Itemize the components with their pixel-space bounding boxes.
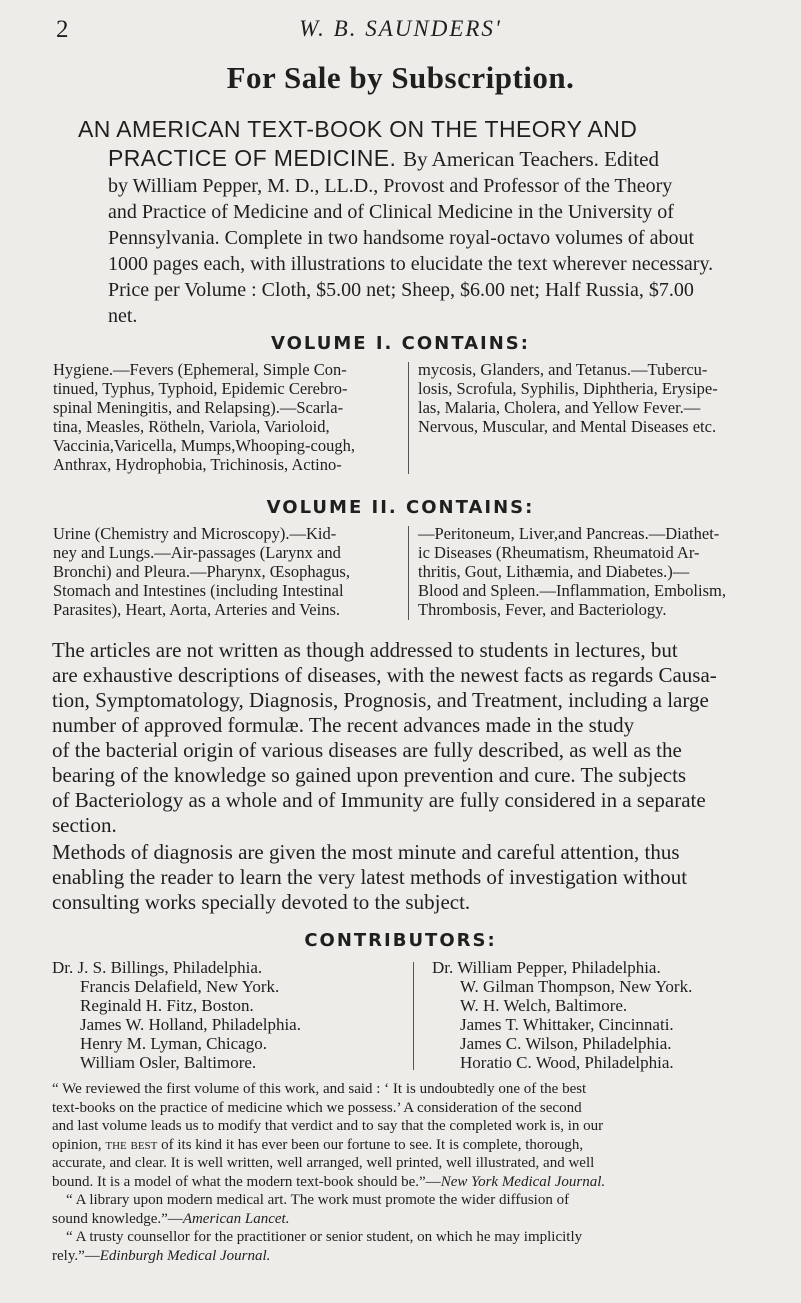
paragraph-line: number of approved formulæ. The recent advances made in the study — [52, 713, 635, 737]
contents-line: —Peritoneum, Liver,and Pancreas.—Diathet- — [418, 524, 720, 543]
review-text: sound knowledge.”— — [52, 1210, 183, 1227]
paragraph-line: of the bacterial origin of various diseases are fully described, as well as the — [52, 738, 682, 762]
contents-line: mycosis, Glanders, and Tetanus.—Tubercu- — [418, 360, 708, 379]
description-paragraph-2 — [52, 840, 772, 915]
volume-2-left-column — [53, 524, 398, 619]
book-description-line: Pennsylvania. Complete in two handsome royal-octavo volumes of about — [108, 227, 694, 249]
contents-line: ney and Lungs.—Air-passages (Larynx and — [53, 543, 341, 562]
book-title-caps: PRACTICE OF MEDICINE. — [108, 145, 397, 171]
book-description-line: net. — [108, 305, 138, 327]
review-line: “ A trusty counsellor for the practitioner or senior student, on which he may implicitly — [66, 1229, 583, 1245]
contributors-right-column — [432, 958, 692, 1072]
paragraph-line: bearing of the knowledge so gained upon prevention and cure. The subjects — [52, 763, 687, 787]
review-text: rely.”— — [52, 1247, 100, 1264]
contents-line: Urine (Chemistry and Microscopy).—Kid- — [53, 524, 337, 543]
review-source: New York Medical Journal. — [440, 1173, 606, 1190]
contributor-name: W. H. Welch, Baltimore. — [460, 996, 628, 1015]
review-line: “ A library upon modern medical art. The work must promote the wider diffusion of — [66, 1192, 570, 1208]
contents-line: tina, Measles, Rötheln, Variola, Varioloid, — [53, 417, 330, 436]
contents-line: Hygiene.—Fevers (Ephemeral, Simple Con- — [53, 360, 347, 379]
contents-line: ic Diseases (Rheumatism, Rheumatoid Ar- — [418, 543, 700, 562]
press-reviews — [52, 1080, 774, 1265]
contributor-name: Dr. William Pepper, Philadelphia. — [432, 958, 661, 977]
contents-line: thritis, Gout, Lithæmia, and Diabetes.)— — [418, 562, 690, 581]
contents-line: Thrombosis, Fever, and Bacteriology. — [418, 600, 667, 619]
paragraph-line: tion, Symptomatology, Diagnosis, Prognosis, and Treatment, including a large — [52, 688, 709, 712]
contributor-name: William Osler, Baltimore. — [80, 1053, 257, 1072]
review-line: “ We reviewed the first volume of this work, and said : ‘ It is undoubtedly one of the best — [52, 1081, 587, 1097]
contributor-name: James T. Whittaker, Cincinnati. — [460, 1015, 674, 1034]
column-divider — [408, 362, 409, 474]
book-editor-intro: By American Teachers. Edited — [403, 147, 659, 171]
contents-line: Stomach and Intestines (including Intestinal — [53, 581, 344, 600]
running-head — [0, 16, 801, 46]
book-title-line-1: AN AMERICAN TEXT-BOOK ON THE THEORY AND — [78, 116, 638, 142]
review-text: of its kind it has ever been our fortune to see. It is complete, thorough, — [157, 1136, 584, 1153]
paragraph-line: Methods of diagnosis are given the most minute and careful attention, thus — [52, 840, 680, 864]
section-title: For Sale by Subscription. — [226, 60, 575, 95]
review-source: American Lancet. — [182, 1210, 290, 1227]
column-divider — [408, 526, 409, 620]
review-line: accurate, and clear. It is well written, well arranged, well printed, well illustrated, and well — [52, 1155, 595, 1171]
paragraph-line: of Bacteriology as a whole and of Immunity are fully considered in a separate — [52, 788, 706, 812]
page-number: 2 — [56, 16, 69, 43]
contributor-name: Horatio C. Wood, Philadelphia. — [460, 1053, 674, 1072]
contents-line: Bronchi) and Pleura.—Pharynx, Œsophagus, — [53, 562, 350, 581]
review-line — [52, 1173, 774, 1192]
book-title-line-2 — [108, 145, 798, 173]
volume-2-contents — [53, 524, 773, 624]
paragraph-line: section. — [52, 813, 117, 837]
review-emphasis: the best — [105, 1136, 158, 1153]
column-divider — [413, 962, 414, 1070]
contributor-name: W. Gilman Thompson, New York. — [460, 977, 693, 996]
book-description-line: 1000 pages each, with illustrations to elucidate the text wherever necessary. — [108, 253, 714, 275]
contents-line: losis, Scrofula, Syphilis, Diphtheria, Erysipe- — [418, 379, 718, 398]
book-description-line: Price per Volume : Cloth, $5.00 net; Sheep, $6.00 net; Half Russia, $7.00 — [108, 279, 694, 301]
paragraph-line: The articles are not written as though addressed to students in lectures, but — [52, 638, 678, 662]
book-title — [78, 116, 768, 143]
contributor-name: James C. Wilson, Philadelphia. — [460, 1034, 672, 1053]
contributors-heading: CONTRIBUTORS: — [304, 930, 497, 951]
paragraph-line: enabling the reader to learn the very latest methods of investigation without — [52, 865, 688, 889]
review-line — [52, 1210, 774, 1229]
volume-1-heading: VOLUME I. CONTAINS: — [271, 333, 530, 354]
review-text: opinion, — [52, 1136, 106, 1153]
contents-line: spinal Meningitis, and Relapsing).—Scarla- — [53, 398, 344, 417]
paragraph-line: consulting works specially devoted to the subject. — [52, 890, 471, 914]
volume-2-heading: VOLUME II. CONTAINS: — [266, 497, 535, 518]
contributor-name: Francis Delafield, New York. — [80, 977, 280, 996]
review-source: Edinburgh Medical Journal. — [99, 1247, 271, 1264]
contents-line: Blood and Spleen.—Inflammation, Embolism, — [418, 581, 726, 600]
review-line — [52, 1136, 774, 1155]
contents-line: las, Malaria, Cholera, and Yellow Fever.— — [418, 398, 701, 417]
contributor-name: James W. Holland, Philadelphia. — [80, 1015, 301, 1034]
review-line: and last volume leads us to modify that verdict and to say that the completed work is, in our — [52, 1118, 604, 1134]
contributor-name: Reginald H. Fitz, Boston. — [80, 996, 254, 1015]
contents-line: Nervous, Muscular, and Mental Diseases etc. — [418, 417, 717, 436]
contributor-name: Dr. J. S. Billings, Philadelphia. — [52, 958, 263, 977]
contents-line: Parasites), Heart, Aorta, Arteries and Veins. — [53, 600, 340, 619]
volume-2-right-column — [418, 524, 778, 619]
volume-1-left-column — [53, 360, 398, 474]
contents-line: Vaccinia,Varicella, Mumps,Whooping-cough, — [53, 436, 355, 455]
volume-1-right-column — [418, 360, 778, 436]
book-description-line: by William Pepper, M. D., LL.D., Provost and Professor of the Theory — [108, 175, 673, 197]
review-text: bound. It is a model of what the modern text-book should be.”— — [52, 1173, 441, 1190]
review-line — [52, 1247, 774, 1266]
contents-line: tinued, Typhus, Typhoid, Epidemic Cerebro- — [53, 379, 348, 398]
contributor-name: Henry M. Lyman, Chicago. — [80, 1034, 267, 1053]
contents-line: Anthrax, Hydrophobia, Trichinosis, Actino- — [53, 455, 342, 474]
volume-1-contents — [53, 360, 773, 480]
description-paragraph-1 — [52, 638, 772, 838]
book-description — [108, 173, 788, 329]
contributors-left-column — [52, 958, 301, 1072]
running-title: W. B. SAUNDERS' — [299, 16, 502, 41]
review-line: text-books on the practice of medicine which we possess.’ A consideration of the second — [52, 1099, 582, 1116]
paragraph-line: are exhaustive descriptions of diseases, with the newest facts as regards Causa- — [52, 663, 717, 687]
book-description-line: and Practice of Medicine and of Clinical Medicine in the University of — [108, 201, 674, 223]
